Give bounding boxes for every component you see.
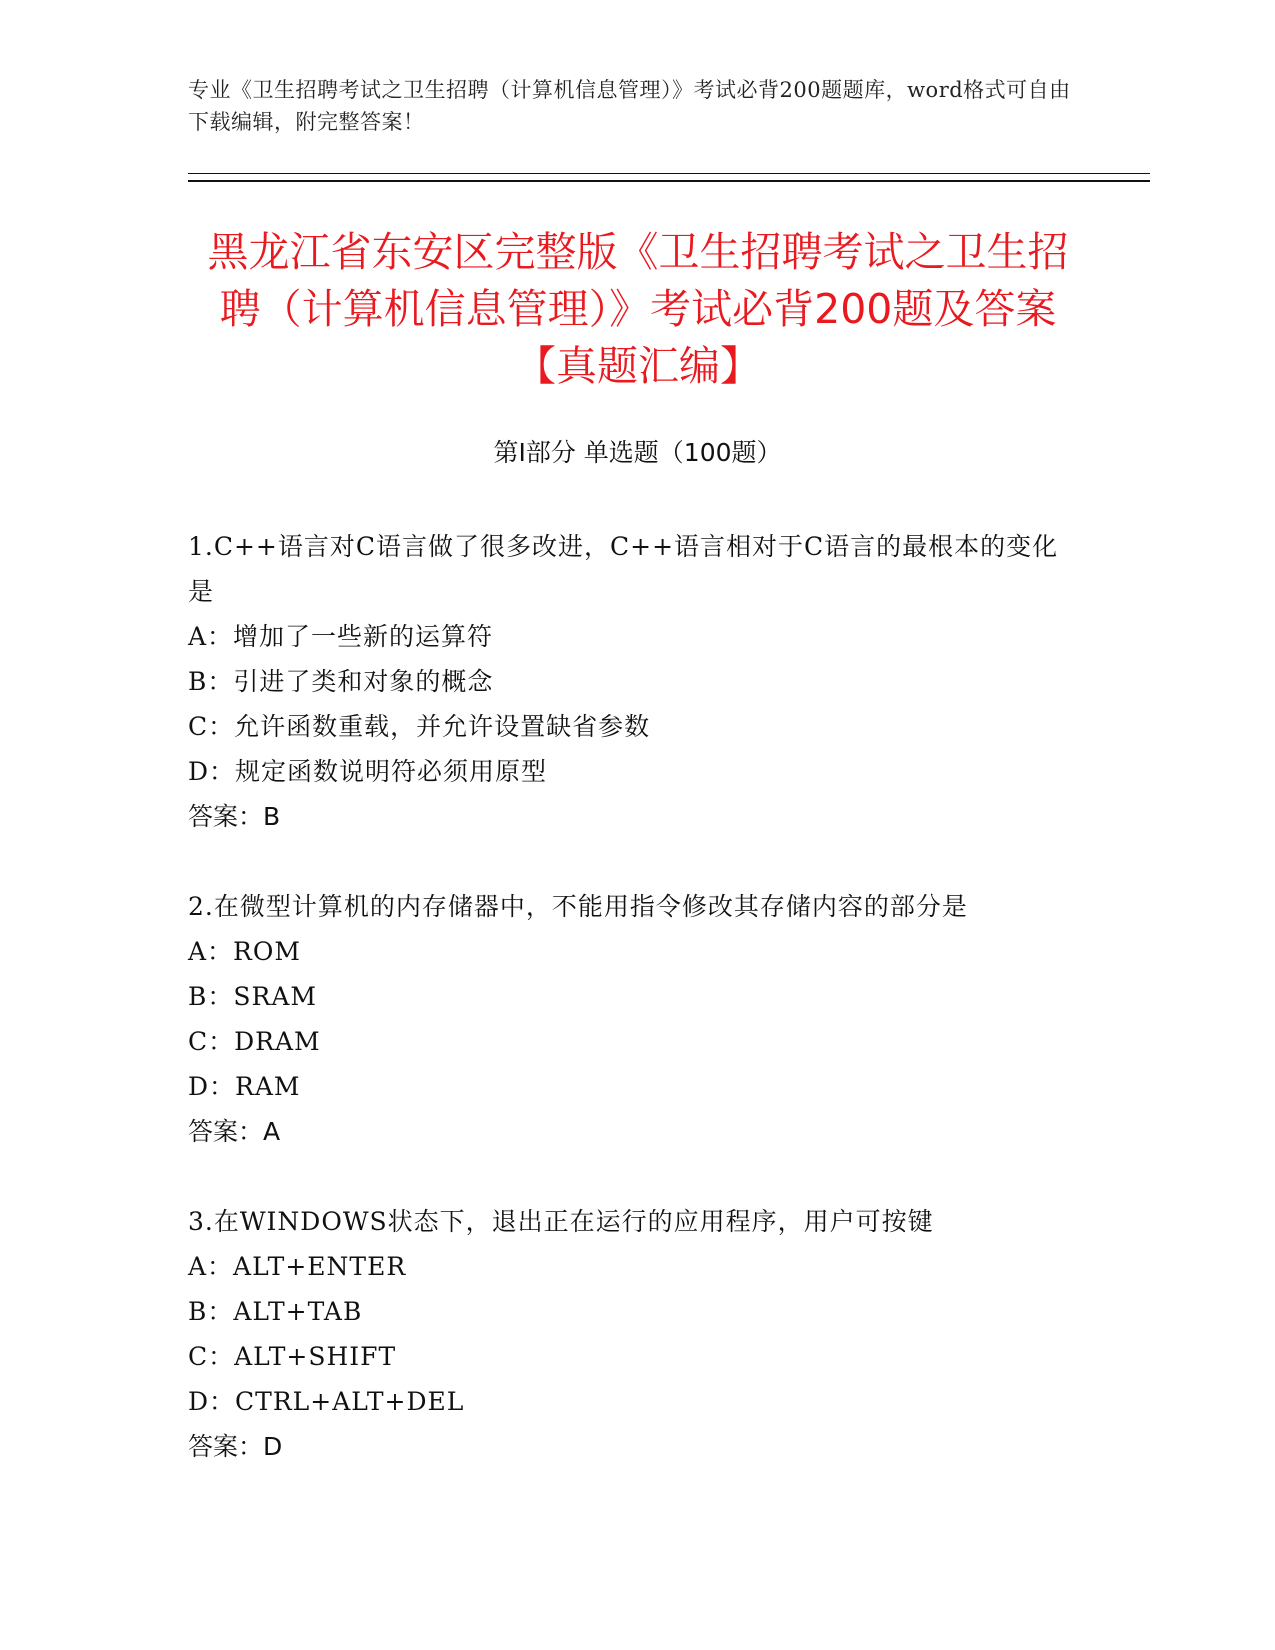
question-stem: 1.C++语言对C语言做了很多改进，C++语言相对于C语言的最根本的变化是 (188, 532, 1059, 606)
answer: 答案：B (188, 802, 281, 831)
header-note: 专业《卫生招聘考试之卫生招聘（计算机信息管理）》考试必背200题题库，word格式可自由下载编辑，附完整答案！ (188, 78, 1071, 134)
header-divider-thin (188, 173, 1150, 174)
option-d: D：RAM (188, 1072, 301, 1101)
option-a: A：ALT+ENTER (188, 1252, 407, 1281)
option-c: C：DRAM (188, 1027, 321, 1056)
option-c: C：ALT+SHIFT (188, 1342, 397, 1371)
option-a: A：增加了一些新的运算符 (188, 622, 494, 651)
option-d: D：规定函数说明符必须用原型 (188, 757, 548, 786)
question-1 (188, 524, 1068, 839)
option-a: A：ROM (188, 937, 301, 966)
section-heading: 第Ⅰ部分 单选题（100题） (493, 438, 782, 467)
option-b: B：ALT+TAB (188, 1297, 363, 1326)
answer: 答案：D (188, 1432, 283, 1461)
question-list (188, 524, 1068, 1514)
question-2 (188, 884, 1068, 1154)
header-divider-thick (188, 180, 1150, 182)
option-b: B：SRAM (188, 982, 317, 1011)
question-stem: 3.在WINDOWS状态下，退出正在运行的应用程序，用户可按键 (188, 1207, 934, 1236)
answer: 答案：A (188, 1117, 281, 1146)
option-d: D：CTRL+ALT+DEL (188, 1387, 465, 1416)
question-3 (188, 1199, 1068, 1469)
document-title: 黑龙江省东安区完整版《卫生招聘考试之卫生招聘（计算机信息管理）》考试必背200题及答案【真题汇编】 (207, 228, 1069, 390)
option-c: C：允许函数重载，并允许设置缺省参数 (188, 712, 651, 741)
option-b: B：引进了类和对象的概念 (188, 667, 494, 696)
question-stem: 2.在微型计算机的内存储器中，不能用指令修改其存储内容的部分是 (188, 892, 968, 921)
